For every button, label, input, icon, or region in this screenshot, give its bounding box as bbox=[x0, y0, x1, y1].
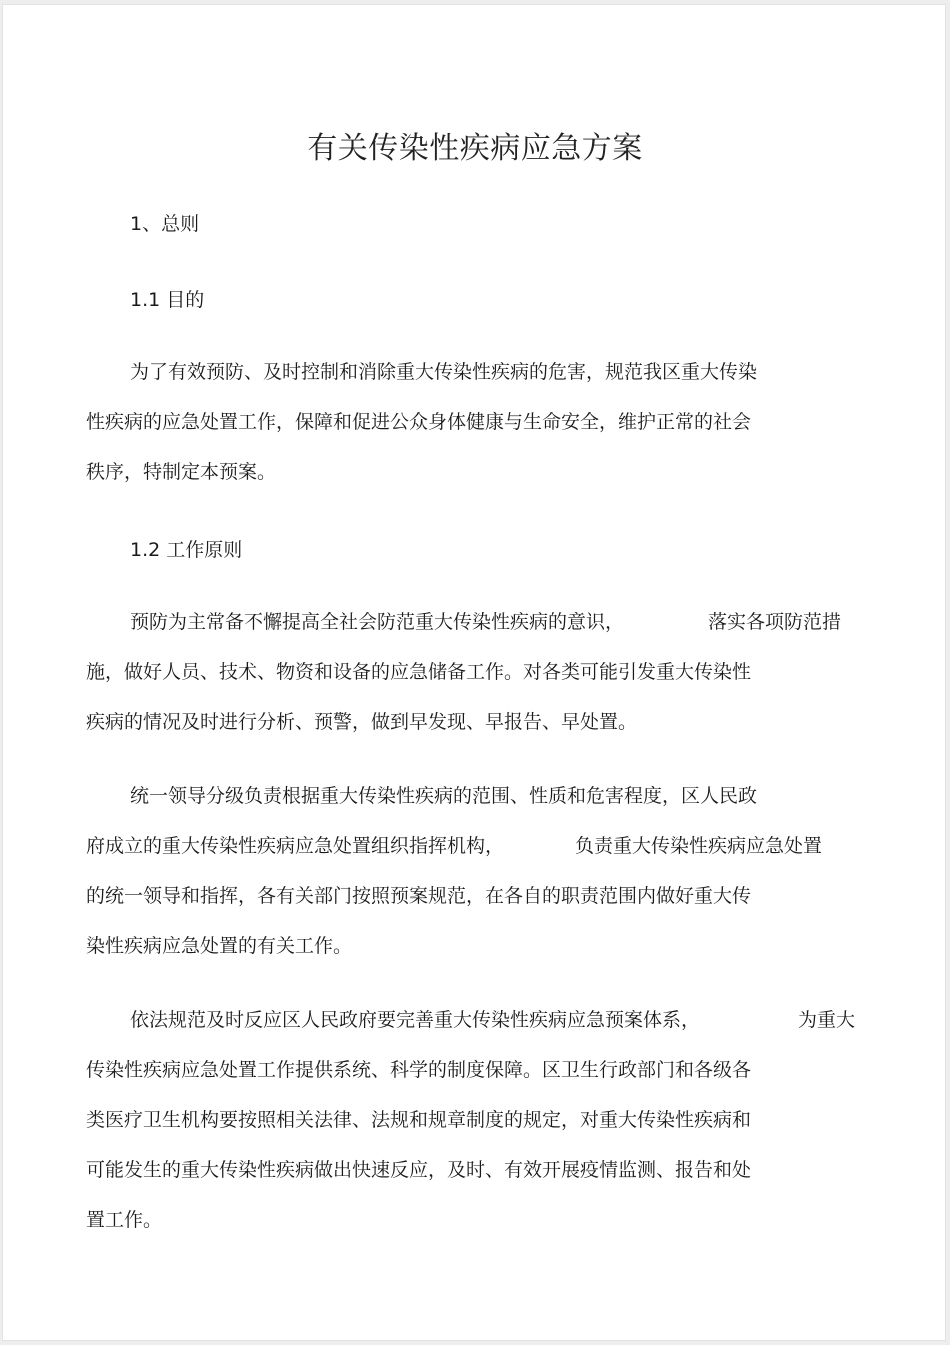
paragraph-prevention-line: 疾病的情况及时进行分析、预警，做到早发现、早报告、早处置。 bbox=[86, 711, 638, 733]
paragraph-leadership-line: 的统一领导和指挥，各有关部门按照预案规范，在各自的职责范围内做好重大传 bbox=[86, 885, 752, 907]
paragraph-leadership-line: 染性疾病应急处置的有关工作。 bbox=[86, 935, 353, 957]
paragraph-leadership-line-tail: 负责重大传染性疾病应急处置 bbox=[575, 835, 823, 857]
paragraph-leadership-line: 统一领导分级负责根据重大传染性疾病的范围、性质和危害程度，区人民政 bbox=[130, 785, 758, 807]
paragraph-legal-line: 类医疗卫生机构要按照相关法律、法规和规章制度的规定，对重大传染性疾病和 bbox=[86, 1109, 752, 1131]
paragraph-prevention-line: 施，做好人员、技术、物资和设备的应急储备工作。对各类可能引发重大传染性 bbox=[86, 661, 752, 683]
section-heading-purpose: 1.1 目的 bbox=[130, 289, 205, 311]
paragraph-purpose-line: 为了有效预防、及时控制和消除重大传染性疾病的危害，规范我区重大传染 bbox=[130, 361, 758, 383]
paragraph-leadership-line: 府成立的重大传染性疾病应急处置组织指挥机构， bbox=[86, 835, 505, 857]
paragraph-purpose-line: 性疾病的应急处置工作，保障和促进公众身体健康与生命安全，维护正常的社会 bbox=[86, 411, 752, 433]
section-heading-general: 1、总则 bbox=[130, 213, 200, 235]
paragraph-legal-line: 依法规范及时反应区人民政府要完善重大传染性疾病应急预案体系， bbox=[130, 1009, 701, 1031]
paragraph-legal-line: 可能发生的重大传染性疾病做出快速反应，及时、有效开展疫情监测、报告和处 bbox=[86, 1159, 752, 1181]
paragraph-purpose-line: 秩序，特制定本预案。 bbox=[86, 461, 277, 483]
section-heading-principles: 1.2 工作原则 bbox=[130, 539, 243, 561]
paragraph-legal-line: 传染性疾病应急处置工作提供系统、科学的制度保障。区卫生行政部门和各级各 bbox=[86, 1059, 752, 1081]
paragraph-prevention-line: 预防为主常备不懈提高全社会防范重大传染性疾病的意识， bbox=[130, 611, 625, 633]
document-page bbox=[2, 4, 946, 1341]
document-title: 有关传染性疾病应急方案 bbox=[307, 131, 643, 166]
paragraph-prevention-line-tail: 落实各项防范措 bbox=[708, 611, 842, 633]
paragraph-legal-line: 置工作。 bbox=[86, 1209, 163, 1231]
paragraph-legal-line-tail: 为重大 bbox=[798, 1009, 856, 1031]
